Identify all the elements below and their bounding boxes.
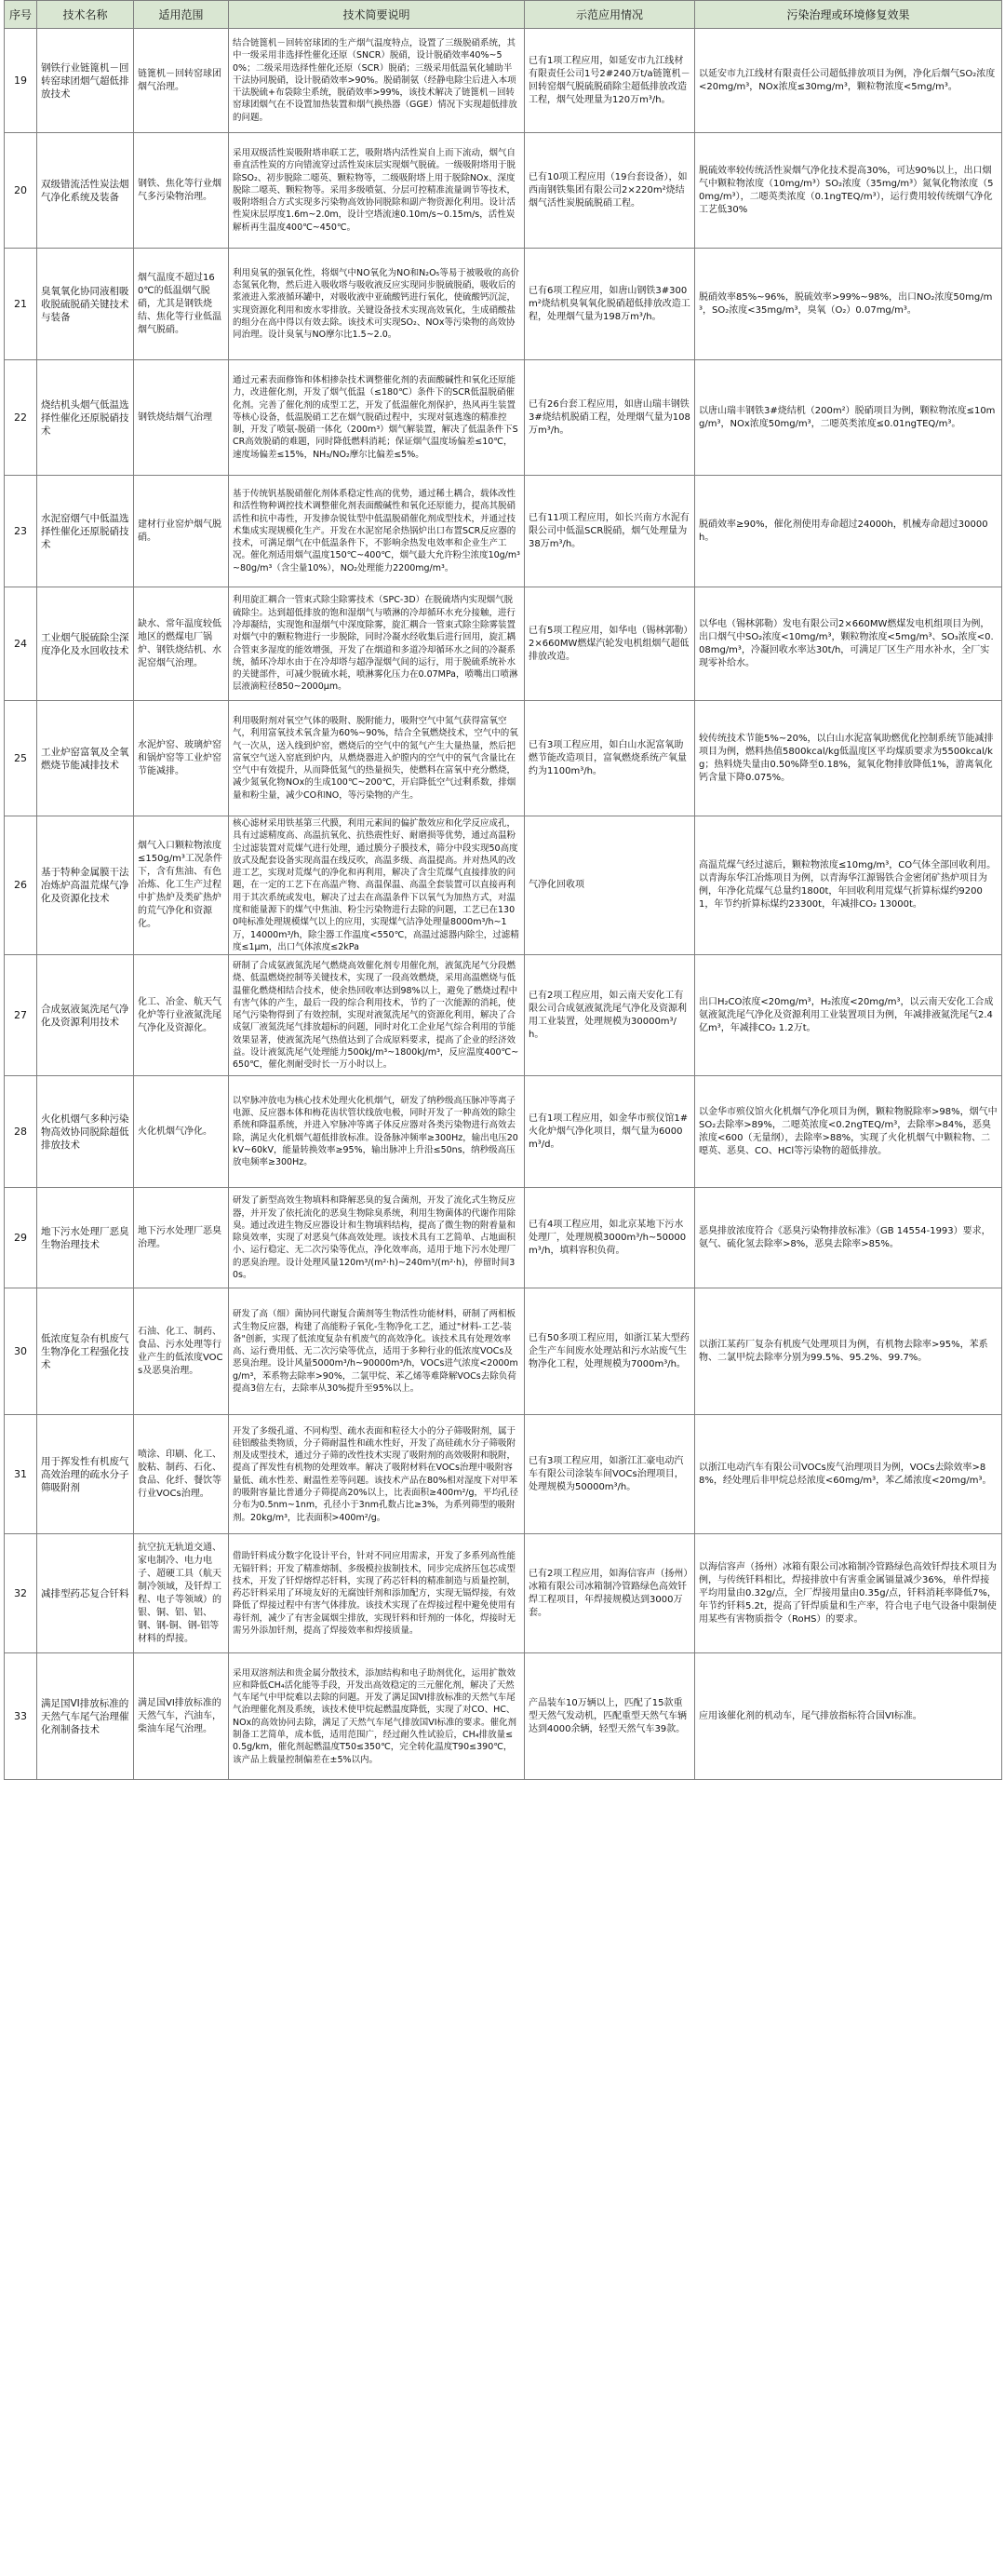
table-row <box>5 249 1002 360</box>
table-row <box>5 29 1002 133</box>
cell-number: 26 <box>5 816 37 955</box>
cell-application: 产品装车10万辆以上，匹配了15款重型天然气发动机，匹配重型天然气车辆达到4000余辆，轻型天然气车39款。 <box>525 1653 695 1780</box>
cell-effect: 应用该催化剂的机动车，尾气排放指标符合国VI标准。 <box>695 1653 1002 1780</box>
cell-number: 31 <box>5 1415 37 1534</box>
table-row <box>5 1076 1002 1188</box>
table-body <box>5 29 1002 1780</box>
cell-application: 已有1项工程应用，如金华市殡仪馆1#火化炉烟气净化项目，烟气量为6000m³/d。 <box>525 1076 695 1188</box>
cell-description: 核心滤材采用铁基第三代膜，利用元素间的偏扩散效应和化学反应成孔，具有过滤精度高、高温抗氧化、抗热震性好、耐磨损等优势，通过高温粉尘过滤装置对荒煤气进行处理，通过膜分子膜技术，筛分中段实现50高度放式及配套设备实现高温在线反吹，高温多级、高温提高。并对热风的改进工艺，实现对荒煤气的净化和再利用，解决了含尘荒煤气直接排放的问题，在一定的工艺下在高温产物、高温保温、高温全套装置可以直接再利用于其次系统或发电，解决了过去在高温条件下以氧气为加热方式，对温度和能量源下的煤气中焦油、粉尘污染物进行去除的问题，工艺已在1300吨标准处理规模煤气以上的应用，实现煤气洁净处理量8000m³/h~1万，14000m³/h，除尘器工作温度<550℃，高温过滤器内除尘，过滤精度≤1μm，出口气体浓度≤2kPa <box>229 816 525 955</box>
cell-application: 气净化回收项 <box>525 816 695 955</box>
cell-number: 28 <box>5 1076 37 1188</box>
cell-application: 已有6项工程应用，如唐山钢铁3#300m²烧结机臭氧氧化脱硝超低排放改造工程，处理烟气量为198万m³/h。 <box>525 249 695 360</box>
cell-number: 25 <box>5 701 37 816</box>
cell-number: 21 <box>5 249 37 360</box>
cell-number: 29 <box>5 1188 37 1288</box>
cell-effect: 脱硝效率85%~96%，脱硫效率>99%~98%，出口NO₂浓度50mg/m³，SO₂浓度<35mg/m³，臭氧（O₂）0.07mg/m³。 <box>695 249 1002 360</box>
table-row <box>5 1188 1002 1288</box>
cell-scope: 链篦机－回转窑球团烟气治理。 <box>134 29 229 133</box>
cell-application: 已有3项工程应用，如白山水泥富氧助燃节能改造项目，富氧燃烧系统产氧量约为1100m³/h。 <box>525 701 695 816</box>
cell-scope: 地下污水处理厂恶臭治理。 <box>134 1188 229 1288</box>
cell-scope: 烟气入口颗粒物浓度≤150g/m³工况条件下，含有焦油、有色冶炼、化工生产过程中扩热炉及类矿热炉的荒气净化和资源化。 <box>134 816 229 955</box>
header-effect: 污染治理或环境修复效果 <box>695 1 1002 29</box>
cell-application: 已有26台套工程应用，如唐山瑞丰钢铁3#烧结机脱硝工程，处理烟气量为108万m³/h。 <box>525 360 695 476</box>
cell-effect: 脱硫效率较传统活性炭烟气净化技术提高30%，可达90%以上，出口烟气中颗粒物浓度（10mg/m³）SO₂浓度（35mg/m³）氮氧化物浓度（50mg/m³），二噁英类浓度（0.1ngTEQ/m³），运行费用较传统烟气净化工艺低30% <box>695 133 1002 249</box>
header-tech-name: 技术名称 <box>37 1 134 29</box>
table-row <box>5 1288 1002 1415</box>
cell-description: 研制了合成氨液氮洗尾气燃烧高效催化剂专用催化剂，液氮洗尾气分段燃烧、低温燃烧控制等关键技术，实现了一段高效燃烧，采用高温燃烧与低温催化燃烧相结合技术，使余热回收率达到98%以上，避免了燃烧过程中有害气体的产生，最后一段的综合利用技术，节约了一次能源的消耗，使尾气污染物得到了有效控制，实现对液氮洗尾气的资源化利用，解决了合成氨厂液氮洗尾气排放超标的问题，同时对化工企业尾气综合利用的节能效果显著，使液氮洗尾气热值达到了合成原料要求，提高了企业的经济效益。设计液氮洗尾气处理能力500kJ/m³~1800kJ/m³，反应温度400℃~650℃，催化剂耐受时长一万小时以上。 <box>229 955 525 1076</box>
cell-scope: 喷涂、印刷、化工、胶粘、制药、石化、食品、化纤、餐饮等行业VOCs治理。 <box>134 1415 229 1534</box>
header-description: 技术简要说明 <box>229 1 525 29</box>
table-row <box>5 360 1002 476</box>
cell-number: 30 <box>5 1288 37 1415</box>
cell-number: 24 <box>5 587 37 701</box>
cell-tech-name: 满足国VI排放标准的天然气车尾气治理催化剂制备技术 <box>37 1653 134 1780</box>
cell-tech-name: 工业炉窑富氧及全氧燃烧节能减排技术 <box>37 701 134 816</box>
cell-application: 已有2项工程应用，如云南天安化工有限公司合成氨液氮洗尾气净化及资源利用工业装置，处理规模为30000m³/h。 <box>525 955 695 1076</box>
cell-effect: 以延安市九江线材有限责任公司超低排放项目为例，净化后烟气SO₂浓度<20mg/m³，NOx浓度≤30mg/m³，颗粒物浓度<5mg/m³。 <box>695 29 1002 133</box>
cell-scope: 水泥炉窑、玻璃炉窑和锅炉窑等工业炉窑节能减排。 <box>134 701 229 816</box>
cell-scope: 建材行业窑炉烟气脱硝。 <box>134 476 229 587</box>
cell-description: 结合链篦机－回转窑球团的生产烟气温度特点，设置了三级脱硝系统，其中一级采用非选择性催化还原（SNCR）脱硝，设计脱硝效率40%~50%；二级采用选择性催化还原（SCR）脱硝；三级采用低温氧化辅助半干法协同脱硝，设计脱硝效率>90%。脱硝制氨（经静电除尘后进入本项干法脱硫+布袋除尘系统，脱硝效率>99%，该技术解决了链篦机－回转窑球团烟气在不设置加热装置和烟气换热器（GGE）情况下实现超低排放的问题。 <box>229 29 525 133</box>
cell-effect: 以浙江某药厂复杂有机废气处理项目为例，有机物去除率>95%，苯系物、二氯甲烷去除率分别为99.5%、95.2%、99.7%。 <box>695 1288 1002 1415</box>
cell-application: 已有50多项工程应用，如浙江某大型药企生产车间废水处理站和污水站废气生物净化工程，处理规模为7000m³/h。 <box>525 1288 695 1415</box>
table-row <box>5 955 1002 1076</box>
cell-scope: 满足国VI排放标准的天然气车，汽油车，柴油车尾气治理。 <box>134 1653 229 1780</box>
header-application: 示范应用情况 <box>525 1 695 29</box>
cell-scope: 抗空抗无轨道交通、家电制冷、电力电子、超硬工具（航天制冷领域，及钎焊工程、电子等领域）的银、铜、铝、铝、钢、钢-铜、钢-铝等材料的焊接。 <box>134 1534 229 1653</box>
cell-tech-name: 臭氧氧化协同液相吸收脱硫脱硝关键技术与装备 <box>37 249 134 360</box>
cell-tech-name: 双级错流活性炭法烟气净化系统及装备 <box>37 133 134 249</box>
cell-tech-name: 减排型药芯复合钎料 <box>37 1534 134 1653</box>
cell-scope: 火化机烟气净化。 <box>134 1076 229 1188</box>
cell-application: 已有2项工程应用，如海信容声（扬州）冰箱有限公司冰箱制冷管路绿色高效钎焊工程项目，年焊接规模达到3000万套。 <box>525 1534 695 1653</box>
cell-description: 借助钎料成分数字化设计平台，针对不同应用需求，开发了多系列高性能无镉钎料；开发了精准熔制、多级模拉拔制技术，同步完成挤压包芯成型技术，开发了钎焊熔焊芯钎料，实现了药芯钎料的精准制造与质量控制，药芯钎料采用了环境友好的无腐蚀钎剂和添加配方，实现无镉焊接，有效降低了焊接过程中有害气体排放。该技术实现了在焊接过程中避免使用有毒钎剂，减少了有害金属烟尘排放，实现钎料和钎剂的一体化，焊接时无需另外添加钎剂，提高了焊接效率和焊接质量。 <box>229 1534 525 1653</box>
cell-application: 已有5项工程应用，如华电（锡林郭勒）2×660MW燃煤汽轮发电机组烟气超低排放改造。 <box>525 587 695 701</box>
cell-effect: 较传统技术节能5%~20%，以白山水泥富氧助燃优化控制系统节能减排项目为例，燃料热值5800kcal/kg低温度区平均煤质要求为5500kcal/kg；热料烧失量由0.50%降至0.18%，氮氧化物排放降低1%，游离氧化钙含量下降0.075%。 <box>695 701 1002 816</box>
cell-effect: 以海信容声（扬州）冰箱有限公司冰箱制冷管路绿色高效钎焊技术项目为例，与传统钎料相比，焊接排放中有害重金属镉量减少36%，单件焊接平均用量由0.32g/点，全厂焊接用量由0.35g/点，钎料消耗率降低7%，年节约钎料5.2t，提高了钎焊质量和生产率，符合电子电气设备中限制使用某些有害物质指令（RoHS）的要求。 <box>695 1534 1002 1653</box>
cell-description: 采用双级活性炭吸附塔串联工艺，吸附塔内活性炭自上而下流动，烟气自垂直活性炭的方向错流穿过活性炭床层实现烟气脱硫。一级吸附塔用于脱除SO₂、初步脱除二噁英、颗粒物等，二级吸附塔上用于脱除NOx、深度脱除二噁英、颗粒物等。采用多级喷氨、分层可控精准流量调节等技术，吸附塔组合方式实现多污染物高效协同脱除和副产物资源化利用。设计活性炭床层厚度1.6m~2.0m，设计空塔流速0.10m/s~0.15m/s，活性炭解析再生温度400℃~450℃。 <box>229 133 525 249</box>
table-row <box>5 816 1002 955</box>
cell-effect: 以金华市殡仪馆火化机烟气净化项目为例，颗粒物脱除率>98%，烟气中SO₂去除率>89%，二噁英浓度<0.2ngTEQ/m³，去除率>84%，恶臭浓度<600（无量纲），去除率>88%，实现了火化机烟气中颗粒物、二噁英、恶臭、CO、HCl等污染物的超低排放。 <box>695 1076 1002 1188</box>
cell-tech-name: 地下污水处理厂恶臭生物治理技术 <box>37 1188 134 1288</box>
table-row <box>5 587 1002 701</box>
table-row <box>5 701 1002 816</box>
cell-application: 已有4项工程应用，如北京某地下污水处理厂，处理规模3000m³/h~50000m³/h，填料容积负荷。 <box>525 1188 695 1288</box>
cell-effect: 高温荒煤气经过滤后，颗粒物浓度≤10mg/m³，CO气体全部回收利用。以青海东华江冶炼项目为例，以青海华江源锡铁合金密闭矿热炉项目为例，年净化荒煤气总量约1800t，年回收利用荒煤气折算标煤约92001，年节约折算标煤约23300t，年减排CO₂ 13000t。 <box>695 816 1002 955</box>
cell-tech-name: 工业烟气脱硫除尘深度净化及水回收技术 <box>37 587 134 701</box>
cell-description: 利用吸附剂对氧空气体的吸附、脱附能力，吸附空气中氮气获得富氧空气，利用富氧技术氧含量为60%~90%，结合全氧燃烧技术，空气中的氧气一次从，送入线到炉窑，燃烧后的空气中的氮气产生大量热量，然后把富氧空气送入窑底到炉内，从燃烧器进入炉膛内的空气中的氧气含量比在空气中有效提升，从而降低氮气的热量损失，使燃料在富氧中充分燃烧，减少氮氧化物NOx的生成100℃~200℃，开启降低空气过剩系数，排烟量和粉尘量，减少CO和NO，等污染物的产生。 <box>229 701 525 816</box>
cell-number: 19 <box>5 29 37 133</box>
cell-scope: 钢铁烧结烟气治理 <box>134 360 229 476</box>
cell-description: 研发了高（细）菌协同代谢复合菌剂等生物活性功能材料，研制了两相板式生物反应器，构建了高能粉子氧化-生物净化工艺，通过"材料-工艺-装备"创新，实现了低浓度复杂有机废气的高效净化。该技术具有处理效率高、运行费用低、无二次污染等优点，适用于多种行业的低浓度VOCs及恶臭治理。设计风量5000m³/h~90000m³/h，VOCs进气浓度<2000mg/m³，苯系物去除率>90%，二氯甲烷、苯乙烯等难降解VOCs去除负荷提高3倍左右，去除率从30%提升至95%以上。 <box>229 1288 525 1415</box>
cell-effect: 以华电（锡林郭勒）发电有限公司2×660MW燃煤发电机组项目为例，出口烟气中SO₂浓度<10mg/m³，颗粒物浓度<5mg/m³、SO₃浓度<0.08mg/m³，冷凝回收水率达30t/h，可满足厂区生产用水补水，全厂实现零补给水。 <box>695 587 1002 701</box>
cell-number: 20 <box>5 133 37 249</box>
cell-tech-name: 基于特种金属膜干法冶炼炉高温荒煤气净化及资源化技术 <box>37 816 134 955</box>
table-row <box>5 1415 1002 1534</box>
cell-tech-name: 烧结机头烟气低温选择性催化还原脱硝技术 <box>37 360 134 476</box>
cell-number: 22 <box>5 360 37 476</box>
cell-scope: 石油、化工、制药、食品、污水处理等行业产生的低浓度VOCs及恶臭治理。 <box>134 1288 229 1415</box>
header-number: 序号 <box>5 1 37 29</box>
cell-description: 利用旋汇耦合一管束式除尘除雾技术（SPC-3D）在脱硫塔内实现烟气脱硫除尘。达到超低排放的饱和湿烟气与喷淋的冷却循环水充分接触，进行冷却凝结，实现饱和湿烟气中深度除雾，旋汇耦合一管束式除尘除雾装置对烟气中的颗粒物进行一步脱除，同时冷凝水经收集后进行回用，旋汇耦合管束多湿度的能效增强，开发了在烟道和多道冷却循环水之间的冷凝系统，循环冷却水由于在冷却塔与超净湿烟气间的运行，用于脱硫系统补水的关键部件，可减少脱硫水耗，喷淋雾化压力在0.07MPa，喷嘴出口喷淋层液滴粒径850~2000μm。 <box>229 587 525 701</box>
cell-application: 已有3项工程应用，如浙江汇豪电动汽车有限公司涂装车间VOCs治理项目，处理规模为50000m³/h。 <box>525 1415 695 1534</box>
cell-description: 以窄脉冲放电为核心技术处理火化机烟气，研发了纳秒级高压脉冲等离子电源、反应器本体和梅花齿状管状线放电极，同时开发了一种高效的除尘系统和降温系统，并进入窄脉冲等离子体反应器对各类污染物进行高效去除，满足火化机烟气超低排放标准。设备脉冲频率≥300Hz，输出电压20kV~60kV，能量转换效率≥95%，输出脉冲上升沿≤50ns，纳秒级高压放电频率≥300Hz。 <box>229 1076 525 1188</box>
cell-scope: 烟气温度不超过160℃的低温烟气脱硝，尤其是钢铁烧结、焦化等行业低温烟气脱硝。 <box>134 249 229 360</box>
cell-effect: 以唐山瑞丰钢铁3#烧结机（200m²）脱硝项目为例，颗粒物浓度≤10mg/m³，NOx浓度50mg/m³，二噁英类浓度≤0.01ngTEQ/m³。 <box>695 360 1002 476</box>
cell-scope: 钢铁、焦化等行业烟气多污染物治理。 <box>134 133 229 249</box>
cell-tech-name: 合成氨液氮洗尾气净化及资源利用技术 <box>37 955 134 1076</box>
table-row <box>5 133 1002 249</box>
cell-description: 通过元素表面修饰和体相掺杂技术调整催化剂的表面酸碱性和氧化还原能力，改进催化剂，开发了烟气低温（≤180℃）条件下的SCR低温脱硝催化剂。完善了催化剂的成型工艺，开发了低温催化剂保护，热风再生装置等核心设备，低温脱硝工艺在烟气脱硝过程中，实现对氨逃逸的精准控制，开发了喷氨-脱硝一体化（200m³）烟气解装置，解决了低温条件下SCR高效脱硝的难题，同时降低燃料消耗；保证烟气温度场偏差≤10℃，速度场偏差≤15%，NH₃/NO₂摩尔比偏差≤5%。 <box>229 360 525 476</box>
table-row <box>5 1653 1002 1780</box>
cell-scope: 缺水、常年温度较低地区的燃煤电厂锅炉、钢铁烧结机、水泥窑烟气治理。 <box>134 587 229 701</box>
cell-tech-name: 低浓度复杂有机废气生物净化工程强化技术 <box>37 1288 134 1415</box>
cell-tech-name: 火化机烟气多种污染物高效协同脱除超低排放技术 <box>37 1076 134 1188</box>
cell-description: 研发了新型高效生物填料和降解恶臭的复合菌剂，开发了流化式生物反应器，并开发了依托流化的恶臭生物除臭系统，利用生物菌体的代谢作用除臭。通过改进生物反应器设计和生物填料结构，提高了微生物的附着量和除臭效率，实现了对恶臭气体高效处理。该技术具有工艺简单、占地面积小、运行稳定、无二次污染等优点，净化效率高，适用于地下污水处理厂的恶臭治理。设计处理风量120m³/(m²·h)~240m³/(m²·h)，停留时间30s。 <box>229 1188 525 1288</box>
cell-scope: 化工、冶金、航天气化炉等行业液氮洗尾气净化及资源化。 <box>134 955 229 1076</box>
cell-application: 已有10项工程应用（19台套设备），如西南钢铁集团有限公司2×220m²烧结烟气活性炭脱硫脱硝工程。 <box>525 133 695 249</box>
cell-description: 采用双溶剂法和贵金属分散技术，添加结构和电子助剂优化，运用扩散效应和降低CH₄活化能等手段，开发出高效稳定的三元催化剂，解决了天然气车尾气中甲烷难以去除的问题。开发了满足国VI排放标准的天然气车尾气治理催化剂及系统，该技术使甲烷起燃温度降低，实现了对CO、HC、NOx的高效协同去除，满足了天然气车尾气排放国VI标准的要求。催化剂制备工艺简单，成本低，适用范围广，经过耐久性试验后，CH₄排放量≤0.5g/km，催化剂起燃温度T50≤350℃，完全转化温度T90≤390℃，该产品上载量控制偏差在±5%以内。 <box>229 1653 525 1780</box>
cell-number: 33 <box>5 1653 37 1780</box>
cell-number: 32 <box>5 1534 37 1653</box>
header-scope: 适用范围 <box>134 1 229 29</box>
cell-description: 利用臭氧的强氧化性，将烟气中NO氧化为NO和N₂O₅等易于被吸收的高价态氮氧化物，然后进入吸收塔与吸收液反应实现同步脱硫脱硝，吸收后的浆液进入浆液循环罐中，对吸收液中亚硫酸钙进行氧化，使硫酸钙沉淀，实现资源化利用和废水零排放。关键设备技术实现高效氧化，生成硝酸盐的组分在高中得以有效去除。该技术可实现SO₂、NOx等污染物的高效协同治理。设计臭氧与NO摩尔比1.5~2.0。 <box>229 249 525 360</box>
cell-tech-name: 水泥窑烟气中低温选择性催化还原脱硝技术 <box>37 476 134 587</box>
cell-description: 开发了多级孔道、不同构型、疏水表面和粒径大小的分子筛吸附剂，属于硅铝酸盐类物质，分子筛耐温性和疏水性好，开发了高硅疏水分子筛吸附剂及成型技术，通过分子筛的改性技术实现了吸附剂的高效吸附和脱附，提高了挥发性有机物的处理效率。解决了吸附材料在VOCs治理中吸附容量低、疏水性差、耐温性差等问题。该技术产品在80%相对湿度下对甲苯的吸附容量比普通分子筛提高20%以上，比表面积≥400m²/g，平均孔径分布为0.5nm~1nm，孔径小于3nm孔数占比≥3%，为系列筛型的吸附剂。20kg/m³，比表面积>400m²/g。 <box>229 1415 525 1534</box>
table-row <box>5 1534 1002 1653</box>
cell-effect: 出口H₂CO浓度<20mg/m³，H₂浓度<20mg/m³，以云南天安化工合成氨液氮洗尾气净化及资源利用工业装置项目为例，年减排液氮洗尾气2.4亿m³，年减排CO₂ 1.2万t。 <box>695 955 1002 1076</box>
cell-number: 27 <box>5 955 37 1076</box>
cell-tech-name: 钢铁行业链篦机－回转窑球团烟气超低排放技术 <box>37 29 134 133</box>
cell-application: 已有11项工程应用，如长兴南方水泥有限公司中低温SCR脱硝，烟气处理量为38万m³/h。 <box>525 476 695 587</box>
table-row <box>5 476 1002 587</box>
cell-description: 基于传统钒基脱硝催化剂体系稳定性高的优势，通过稀土耦合，载体改性和活性物种调控技术调整催化剂表面酸碱性和氧化还原能力，提高其脱硝活性和抗中毒性，开发掺杂锐钛型中低温脱硝催化剂成型技术，并通过技术集成实现规模化生产。开发在水泥窑尾余热锅炉出口布置SCR反应器的技术，可满足烟气在中低温条件下，不影响余热发电效率和企业生产工况。催化剂适用烟气温度150℃~400℃，烟气最大允许粉尘浓度10g/m³~80g/m³（含尘量10%），NO₂处理能力2200mg/m³。 <box>229 476 525 587</box>
technology-table <box>4 0 1002 1780</box>
cell-effect: 恶臭排放浓度符合《恶臭污染物排放标准》（GB 14554-1993）要求，氨气、硫化氢去除率>8%，恶臭去除率>85%。 <box>695 1188 1002 1288</box>
cell-application: 已有1项工程应用，如延安市九江线材有限责任公司1号2#240万t/a链篦机－回转窑烟气脱硫脱硝除尘超低排放改造工程，烟气处理量为120万m³/h。 <box>525 29 695 133</box>
cell-effect: 以浙江电动汽车有限公司VOCs废气治理项目为例，VOCs去除效率>88%，经处理后非甲烷总烃浓度<60mg/m³，苯乙烯浓度<20mg/m³。 <box>695 1415 1002 1534</box>
cell-number: 23 <box>5 476 37 587</box>
cell-tech-name: 用于挥发性有机废气高效治理的疏水分子筛吸附剂 <box>37 1415 134 1534</box>
cell-effect: 脱硝效率≥90%，催化剂使用寿命超过24000h，机械寿命超过30000h。 <box>695 476 1002 587</box>
table-header-row <box>5 1 1002 29</box>
